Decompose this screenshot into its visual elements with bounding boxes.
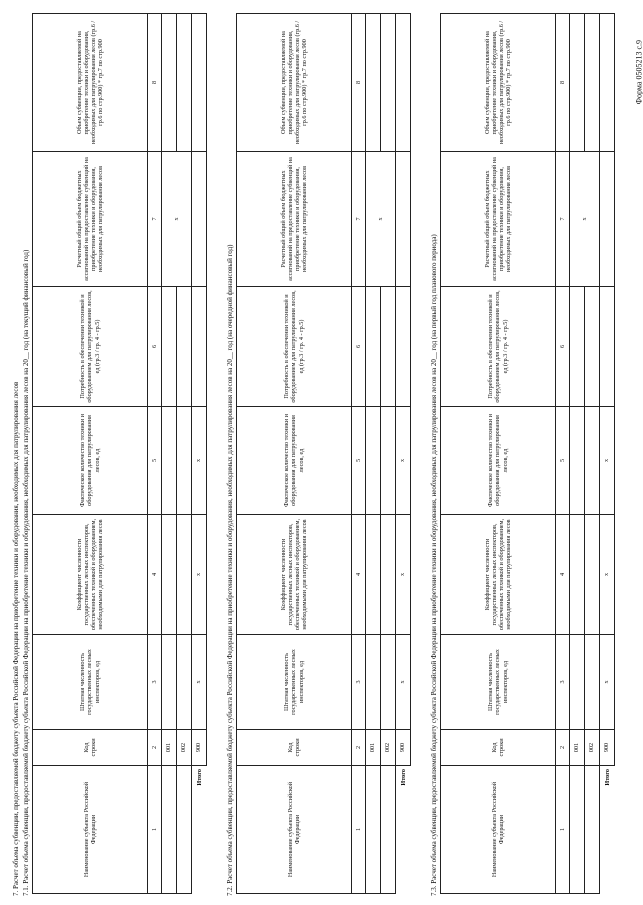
header-row bbox=[33, 14, 148, 894]
data-cell[interactable] bbox=[162, 635, 177, 730]
row-code: 001 bbox=[162, 730, 177, 766]
header-cell: Коэффициент численности государственных лесных инспекторов, обеспеченных техникой и оборудованием, необходимыми для патрулирования лесов bbox=[237, 515, 352, 635]
column-number: 7 bbox=[352, 152, 366, 287]
column-numbers-row bbox=[352, 14, 366, 894]
total-code: 900 bbox=[192, 730, 207, 766]
row-code: 002 bbox=[381, 730, 396, 766]
column-number: 8 bbox=[352, 14, 366, 152]
column-number: 5 bbox=[148, 407, 162, 515]
data-cell[interactable] bbox=[570, 14, 585, 152]
data-cell[interactable] bbox=[381, 635, 396, 730]
header-cell: Наименование субъекта Российской Федерации bbox=[33, 766, 148, 894]
total-row bbox=[192, 14, 207, 894]
total-code: 900 bbox=[600, 730, 615, 766]
column-number: 5 bbox=[556, 407, 570, 515]
header-cell: Наименование субъекта Российской Федерации bbox=[441, 766, 556, 894]
header-cell: Расчетный общий объем бюджетных ассигнований на предоставление субвенций на приобретение техники и оборудования, необходимых для патрулирования лесов bbox=[441, 152, 556, 287]
row-code: 001 bbox=[570, 730, 585, 766]
total-cell: х bbox=[192, 515, 207, 635]
header-cell: Объем субвенции, предоставляемой на приобретение техники и оборудования, необходимых для патрулирования лесов (гр.6 / гр.6 по стр.900) * гр.7 по стр.900 bbox=[237, 14, 352, 152]
column-number: 1 bbox=[148, 766, 162, 894]
section-subcaption: 7.2. Расчет объема субвенции, предоставляемой бюджету субъекта Российской Федерации на приобретение техники и оборудования, необходимых для патрулирования лесов на 20__ год (на очередной финансовый год) bbox=[226, 244, 234, 896]
region-name-cell[interactable] bbox=[366, 766, 381, 894]
data-cell[interactable] bbox=[570, 515, 585, 635]
calculation-section bbox=[12, 0, 202, 900]
table-row bbox=[177, 14, 192, 894]
column-number: 2 bbox=[556, 730, 570, 766]
data-cell[interactable] bbox=[177, 14, 192, 152]
row-code: 002 bbox=[177, 730, 192, 766]
form-code: Форма 0505213 с.9 bbox=[634, 40, 643, 105]
data-cell[interactable] bbox=[585, 14, 600, 152]
header-cell: Потребность в обеспечении техникой и оборудованием для патрулирования лесов, ед (гр.3 / гр. 4 - гр.5) bbox=[237, 287, 352, 407]
total-code: 900 bbox=[396, 730, 411, 766]
calculation-table bbox=[32, 13, 207, 894]
header-cell: Объем субвенции, предоставляемой на приобретение техники и оборудования, необходимых для патрулирования лесов (гр.6 / гр.6 по стр.900) * гр.7 по стр.900 bbox=[441, 14, 556, 152]
header-cell: Фактическое количество техники и оборудования для патрулирования лесов, ед bbox=[441, 407, 556, 515]
column-number: 7 bbox=[556, 152, 570, 287]
header-row bbox=[237, 14, 352, 894]
total-row bbox=[396, 14, 411, 894]
column-number: 8 bbox=[556, 14, 570, 152]
total-cell: х bbox=[192, 635, 207, 730]
header-cell: Код строки bbox=[237, 730, 352, 766]
column-number: 7 bbox=[148, 152, 162, 287]
header-cell: Штатная численность государственных лесных инспекторов, ед bbox=[441, 635, 556, 730]
column-number: 8 bbox=[148, 14, 162, 152]
header-cell: Код строки bbox=[441, 730, 556, 766]
table-row bbox=[162, 14, 177, 894]
total-cell: х bbox=[600, 515, 615, 635]
data-cell[interactable] bbox=[585, 515, 600, 635]
data-cell[interactable] bbox=[381, 407, 396, 515]
header-cell: Код строки bbox=[33, 730, 148, 766]
total-row bbox=[600, 14, 615, 894]
header-cell: Объем субвенции, предоставляемой на приобретение техники и оборудования, необходимых для патрулирования лесов (гр.6 / гр.6 по стр.900) * гр.7 по стр.900 bbox=[33, 14, 148, 152]
column-numbers-row bbox=[148, 14, 162, 894]
data-cell[interactable] bbox=[162, 407, 177, 515]
total-cell[interactable] bbox=[600, 287, 615, 407]
header-cell: Наименование субъекта Российской Федерации bbox=[237, 766, 352, 894]
data-cell[interactable] bbox=[381, 515, 396, 635]
data-cell[interactable] bbox=[585, 635, 600, 730]
total-cell[interactable] bbox=[396, 152, 411, 287]
data-cell[interactable] bbox=[177, 407, 192, 515]
header-cell: Потребность в обеспечении техникой и оборудованием для патрулирования лесов, ед (гр.3 / гр. 4 - гр.5) bbox=[441, 287, 556, 407]
data-cell[interactable] bbox=[366, 635, 381, 730]
calculation-table bbox=[236, 13, 411, 894]
data-cell[interactable] bbox=[381, 287, 396, 407]
table-row bbox=[585, 14, 600, 894]
column-number: 3 bbox=[352, 635, 366, 730]
table-row bbox=[366, 14, 381, 894]
not-applicable-mark: х bbox=[376, 217, 384, 221]
calculation-section bbox=[216, 0, 406, 900]
header-cell: Фактическое количество техники и оборудования для патрулирования лесов, ед bbox=[33, 407, 148, 515]
header-cell: Коэффициент численности государственных лесных инспекторов, обеспеченных техникой и оборудованием, необходимыми для патрулирования лесов bbox=[441, 515, 556, 635]
header-row bbox=[441, 14, 556, 894]
region-name-cell[interactable] bbox=[381, 766, 396, 894]
total-cell: х bbox=[192, 407, 207, 515]
total-cell: х bbox=[600, 635, 615, 730]
header-cell: Штатная численность государственных лесных инспекторов, ед bbox=[33, 635, 148, 730]
data-cell bbox=[366, 152, 396, 287]
header-cell: Штатная численность государственных лесных инспекторов, ед bbox=[237, 635, 352, 730]
data-cell[interactable] bbox=[585, 287, 600, 407]
not-applicable-mark: х bbox=[580, 217, 588, 221]
column-number: 6 bbox=[352, 287, 366, 407]
data-cell bbox=[162, 152, 192, 287]
column-numbers-row bbox=[556, 14, 570, 894]
column-number: 2 bbox=[352, 730, 366, 766]
data-cell[interactable] bbox=[366, 14, 381, 152]
region-name-cell[interactable] bbox=[177, 766, 192, 894]
section-caption: 7. Расчет объема субвенции, предоставляемой бюджету субъекта Российской Федерации на приобретение техники и оборудования, необходимых для патрулирования лесов bbox=[12, 381, 20, 896]
total-cell: х bbox=[396, 515, 411, 635]
data-cell[interactable] bbox=[585, 407, 600, 515]
column-number: 5 bbox=[352, 407, 366, 515]
section-subcaption: 7.1. Расчет объема субвенции, предоставляемой бюджету субъекта Российской Федерации на приобретение техники и оборудования, необходимых для патрулирования лесов на 20__ год (на текущий финансовый год) bbox=[22, 249, 30, 896]
total-cell: х bbox=[600, 407, 615, 515]
total-label: Итого bbox=[192, 766, 207, 894]
table-row bbox=[570, 14, 585, 894]
total-label: Итого bbox=[600, 766, 615, 894]
column-number: 2 bbox=[148, 730, 162, 766]
header-cell: Коэффициент численности государственных лесных инспекторов, обеспеченных техникой и оборудованием, необходимыми для патрулирования лесов bbox=[33, 515, 148, 635]
header-cell: Расчетный общий объем бюджетных ассигнований на предоставление субвенций на приобретение техники и оборудования, необходимых для патрулирования лесов bbox=[33, 152, 148, 287]
header-cell: Расчетный общий объем бюджетных ассигнований на предоставление субвенций на приобретение техники и оборудования, необходимых для патрулирования лесов bbox=[237, 152, 352, 287]
column-number: 6 bbox=[556, 287, 570, 407]
data-cell[interactable] bbox=[162, 14, 177, 152]
data-cell[interactable] bbox=[381, 14, 396, 152]
column-number: 4 bbox=[148, 515, 162, 635]
data-cell[interactable] bbox=[366, 287, 381, 407]
data-cell[interactable] bbox=[162, 287, 177, 407]
data-cell[interactable] bbox=[177, 635, 192, 730]
column-number: 4 bbox=[556, 515, 570, 635]
column-number: 1 bbox=[556, 766, 570, 894]
header-cell: Потребность в обеспечении техникой и оборудованием для патрулирования лесов, ед (гр.3 / гр. 4 - гр.5) bbox=[33, 287, 148, 407]
data-cell[interactable] bbox=[570, 635, 585, 730]
total-cell: х bbox=[396, 635, 411, 730]
column-number: 4 bbox=[352, 515, 366, 635]
data-cell[interactable] bbox=[570, 287, 585, 407]
total-label: Итого bbox=[396, 766, 411, 894]
column-number: 6 bbox=[148, 287, 162, 407]
row-code: 001 bbox=[366, 730, 381, 766]
column-number: 3 bbox=[556, 635, 570, 730]
header-cell: Фактическое количество техники и оборудования для патрулирования лесов, ед bbox=[237, 407, 352, 515]
total-cell[interactable] bbox=[192, 14, 207, 152]
column-number: 3 bbox=[148, 635, 162, 730]
data-cell[interactable] bbox=[366, 515, 381, 635]
data-cell[interactable] bbox=[177, 515, 192, 635]
calculation-section bbox=[420, 0, 610, 900]
total-cell[interactable] bbox=[192, 287, 207, 407]
region-name-cell[interactable] bbox=[162, 766, 177, 894]
total-cell[interactable] bbox=[600, 14, 615, 152]
region-name-cell[interactable] bbox=[570, 766, 585, 894]
data-cell bbox=[570, 152, 600, 287]
total-cell[interactable] bbox=[192, 152, 207, 287]
table-row bbox=[381, 14, 396, 894]
total-cell[interactable] bbox=[600, 152, 615, 287]
not-applicable-mark: х bbox=[172, 217, 180, 221]
total-cell[interactable] bbox=[396, 14, 411, 152]
total-cell[interactable] bbox=[396, 287, 411, 407]
data-cell[interactable] bbox=[162, 515, 177, 635]
region-name-cell[interactable] bbox=[585, 766, 600, 894]
data-cell[interactable] bbox=[366, 407, 381, 515]
data-cell[interactable] bbox=[177, 287, 192, 407]
section-subcaption: 7.3. Расчет объема субвенции, предоставляемой бюджету субъекта Российской Федерации на приобретение техники и оборудования, необходимых для патрулирования лесов на 20__ год (на первый год планового периода) bbox=[430, 234, 438, 896]
data-cell[interactable] bbox=[570, 407, 585, 515]
column-number: 1 bbox=[352, 766, 366, 894]
calculation-table bbox=[440, 13, 615, 894]
row-code: 002 bbox=[585, 730, 600, 766]
total-cell: х bbox=[396, 407, 411, 515]
